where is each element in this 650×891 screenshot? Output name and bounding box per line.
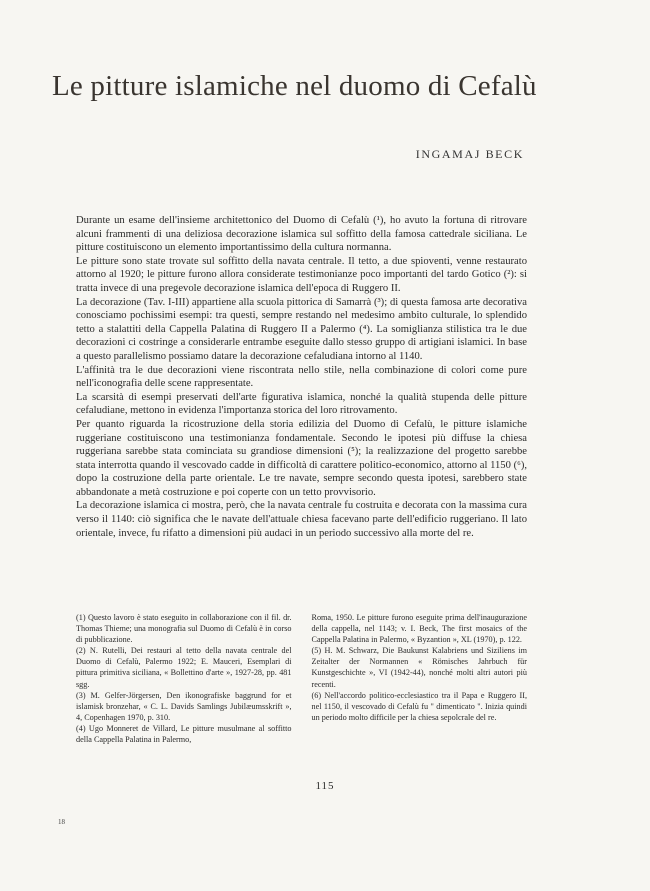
- footnotes-right-column: [312, 612, 528, 745]
- article-body: [76, 214, 527, 540]
- body-paragraph: Le pitture sono state trovate sul soffitto della navata centrale. Il tetto, a due spioventi, venne restaurato attorno al 1920; le pitture furono allora considerate testimonianze poco importanti del tardo Gotico (²): si tratta invece di una pregevole decorazione islamica dell'epoca di Ruggero II.: [76, 255, 527, 294]
- body-paragraph: L'affinità tra le due decorazioni viene riscontrata nello stile, nella combinazione di colori come pure nell'iconografia delle scene rappresentate.: [76, 364, 527, 390]
- footnote: (5) H. M. Schwarz, Die Baukunst Kalabriens und Siziliens im Zeitalter der Normannen « Römisches Jahrbuch für Kunstgeschichte », VI (1942-44), nonché molti altri autori più recenti.: [311, 646, 527, 689]
- footnotes: [76, 612, 527, 745]
- body-paragraph: Durante un esame dell'insieme architettonico del Duomo di Cefalù (¹), ho avuto la fortuna di ritrovare alcuni frammenti di una deliziosa decorazione islamica sul soffitto della famosa cattedrale siciliana. Le pitture costituiscono un elemento importantissimo della cultura normanna.: [76, 215, 527, 254]
- signature-mark: 18: [58, 818, 65, 826]
- article-title: Le pitture islamiche nel duomo di Cefalù: [52, 70, 537, 102]
- footnote: Roma, 1950. Le pitture furono eseguite prima dell'inaugurazione della cappella, nel 1143; v. I. Beck, The first mosaics of the Cappella Palatina in Palermo, « Byzantion », XL (1970), p. 122.: [311, 613, 527, 645]
- footnote: (2) N. Rutelli, Dei restauri al tetto della navata centrale del Duomo di Cefalù, Palermo 1922; E. Mauceri, Esemplari di pittura primitiva siciliana, « Bollettino d'arte », 1927-28, pp. 481 sgg.: [76, 646, 292, 689]
- footnotes-left-column: [76, 612, 292, 745]
- footnote: (6) Nell'accordo politico-ecclesiastico tra il Papa e Ruggero II, nel 1150, il vescovado di Cefalù fu " dimenticato ". Inizia quindi un periodo molto difficile per la chiesa sepolcrale del re.: [311, 690, 527, 722]
- body-paragraph: Per quanto riguarda la ricostruzione della storia edilizia del Duomo di Cefalù, le pitture islamiche ruggeriane costituiscono una testimonianza fondamentale. Secondo le ipotesi più diffuse la chiesa ruggeriana sarebbe stata cominciata su grandiose dimensioni (⁵); la realizzazione del progetto sarebbe stata interrotta quando il vescovado cadde in difficoltà di carattere politico-economico, attorno al 1150 (⁶), dopo la costruzione della parte orientale. Le tre navate, sempre secondo questa ipotesi, sarebbero state abbandonate a metà costruzione e poi coperte con un tetto provvisorio.: [76, 418, 527, 498]
- footnote: (4) Ugo Monneret de Villard, Le pitture musulmane al soffitto della Cappella Palatina in Palermo,: [76, 723, 292, 745]
- page-number: 115: [315, 780, 335, 792]
- author-name: INGAMAJ BECK: [415, 147, 524, 161]
- footnote: (1) Questo lavoro è stato eseguito in collaborazione con il fil. dr. Thomas Thieme; una monografia sul Duomo di Cefalù è in corso di pubblicazione.: [76, 613, 292, 645]
- footnote: (3) M. Gelfer-Jörgersen, Den ikonografiske baggrund for et islamisk bronzehar, « C. L. Davids Samlings Jubilæumsskrift », 4, Copenhagen 1970, p. 310.: [76, 690, 292, 722]
- body-paragraph: La scarsità di esempi preservati dell'arte figurativa islamica, nonché la qualità stupenda delle pitture cefaludiane, mettono in evidenza l'importanza storica del loro ritrovamento.: [76, 391, 527, 417]
- body-paragraph: La decorazione islamica ci mostra, però, che la navata centrale fu costruita e decorata con la massima cura verso il 1140: ciò significa che le navate dell'attuale chiesa facevano parte dell'edificio ruggeriano. Il lato orientale, invece, fu rifatto a dimensioni più audaci in un periodo successivo alla morte del re.: [76, 500, 527, 539]
- body-paragraph: La decorazione (Tav. I-III) appartiene alla scuola pittorica di Samarrà (³); di questa famosa arte decorativa conosciamo pochissimi esempi: tra questi, sempre restando nel medesimo ambito culturale, lo splendido tetto a stalattiti della Cappella Palatina di Ruggero II a Palermo (⁴). La somiglianza stilistica tra le due decorazioni ci costringe a considerarle entrambe eseguite dallo stesso gruppo di artigiani islamici. In base a questo parallelismo possiamo datare la decorazione cefaludiana intorno al 1140.: [76, 296, 527, 362]
